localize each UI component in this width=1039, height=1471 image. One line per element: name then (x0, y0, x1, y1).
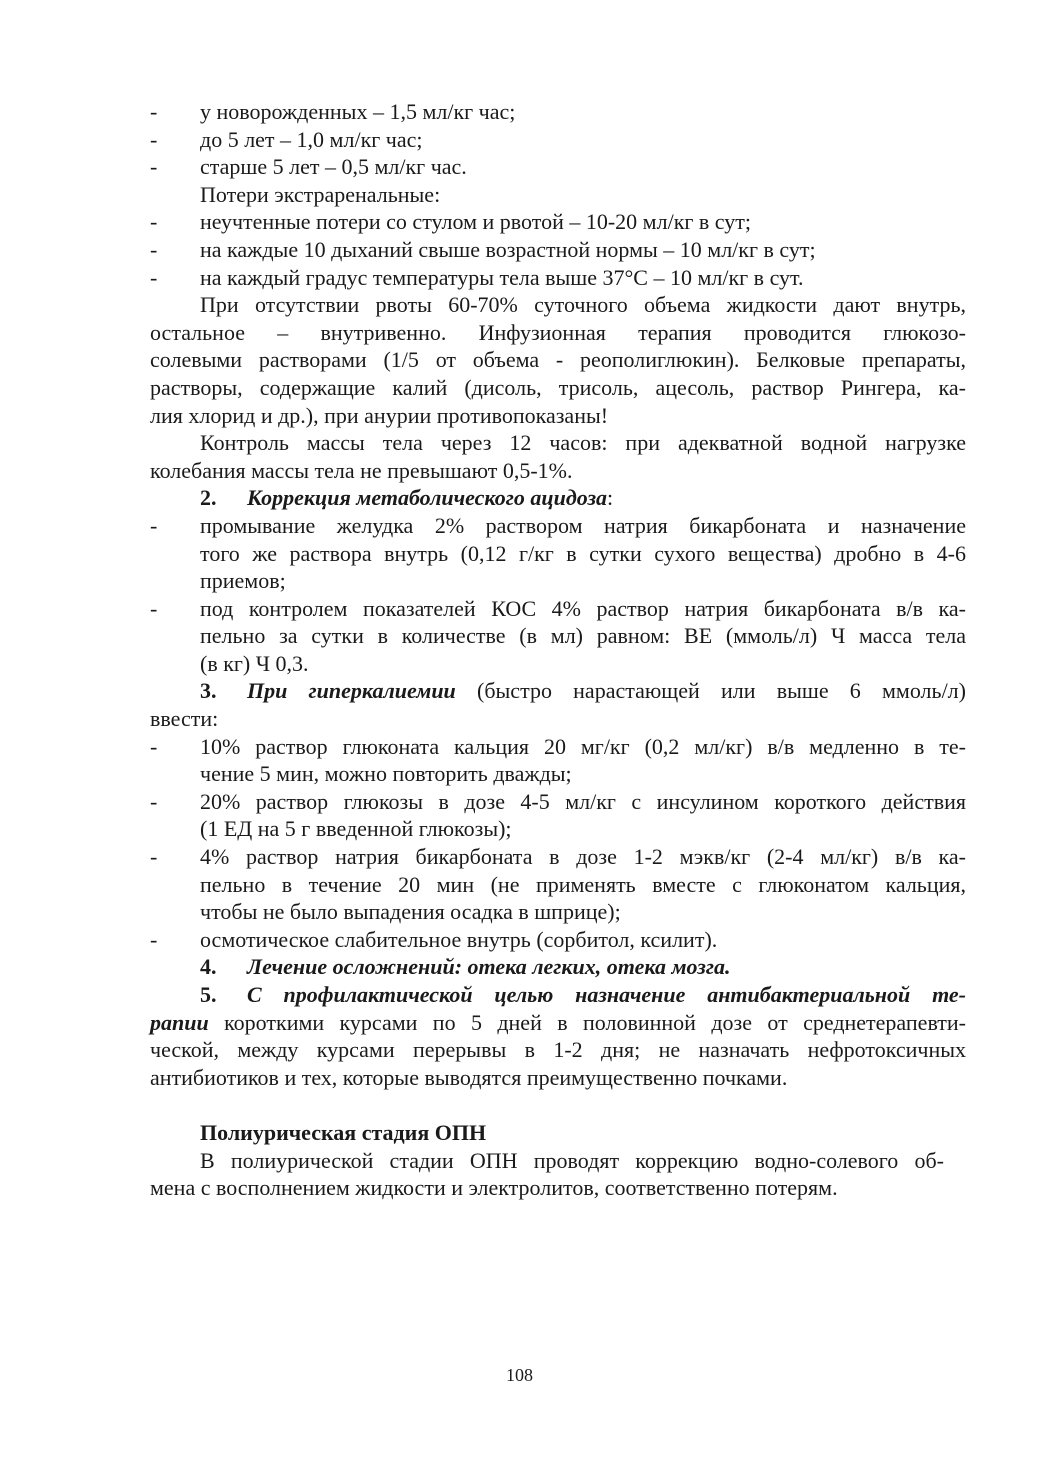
bullet-dash: - (150, 926, 158, 952)
bullet-dash: - (150, 236, 158, 262)
subsection-title: Полиурическая стадия ОПН (200, 1119, 487, 1145)
paragraph-line: лия хлорид и др.), при анурии противопоказаны! (150, 402, 609, 428)
list-item-cont: чтобы не было выпадения осадка в шприце); (200, 899, 621, 925)
paragraph-line: ческой, между курсами перерывы в 1-2 дня; не назначать нефротоксичных (150, 1037, 966, 1063)
list-item: - промывание желудка 2% раствором натрия бикарбоната и назначение (150, 512, 966, 538)
paragraph-line: остальное – внутривенно. Инфузионная терапия проводится глюкозо- (150, 319, 966, 345)
list-item: - осмотическое слабительное внутрь (сорбитол, ксилит). (150, 926, 718, 952)
list-item: - 10% раствор глюконата кальция 20 мг/кг (0,2 мл/кг) в/в медленно в те- (150, 733, 966, 759)
section-heading: 3. При гиперкалиемии (быстро нарастающей или выше 6 ммоль/л) (200, 678, 966, 704)
list-item-cont: приемов; (200, 568, 286, 594)
bullet-dash: - (150, 733, 158, 759)
extrarenal-heading: Потери экстраренальные: (200, 181, 441, 207)
list-item-text: на каждые 10 дыханий свыше возрастной нормы – 10 мл/кг в сут; (200, 236, 816, 262)
paragraph-line: антибиотиков и тех, которые выводятся преимущественно почками. (150, 1064, 788, 1090)
section-heading (150, 981, 966, 1009)
bullet-dash: - (150, 595, 158, 621)
bullet-dash: - (150, 126, 158, 152)
bullet-dash: - (150, 844, 158, 870)
bullet-dash: - (150, 512, 158, 538)
list-item-text: до 5 лет – 1,0 мл/кг час; (200, 126, 423, 152)
bullet-dash: - (150, 264, 158, 290)
section-number: 3. (200, 678, 217, 704)
section-title-cont: рапии (150, 1009, 209, 1035)
list-item-cont: (в кг) Ч 0,3. (200, 650, 309, 676)
paragraph-line: Контроль массы тела через 12 часов: при адекватной водной нагрузке (200, 430, 966, 456)
section-number: 4. (200, 954, 217, 980)
list-item-cont: пельно за сутки в количестве (в мл) равном: ВЕ (ммоль/л) Ч масса тела (200, 623, 966, 649)
list-item-text: старше 5 лет – 0,5 мл/кг час. (200, 154, 467, 180)
section-number: 5. (200, 982, 217, 1007)
list-item (150, 153, 966, 181)
section-title: С профилактической целью назначение антибактериальной те- (247, 982, 966, 1007)
list-item-cont: пельно в течение 20 мин (не применять вместе с глюконатом кальция, (200, 871, 966, 897)
section-title: При гиперкалиемии (247, 678, 456, 704)
list-item (150, 126, 966, 154)
list-item: - под контролем показателей КОС 4% раствор натрия бикарбоната в/в ка- (150, 595, 966, 621)
section-title: Коррекция метаболического ацидоза (247, 485, 608, 511)
list-item (150, 264, 966, 292)
list-item-cont: чение 5 мин, можно повторить дважды; (200, 761, 572, 787)
list-item-cont: (1 ЕД на 5 г введенной глюкозы); (200, 816, 512, 842)
section-title: Лечение осложнений: отека легких, отека мозга. (247, 954, 731, 980)
bullet-dash: - (150, 99, 158, 124)
page-content (150, 98, 966, 1202)
list-item: - 20% раствор глюкозы в дозе 4-5 мл/кг с инсулином короткого действия (150, 788, 966, 814)
list-item (150, 98, 966, 126)
list-item: - 4% раствор натрия бикарбоната в дозе 1-2 мэкв/кг (2-4 мл/кг) в/в ка- (150, 844, 966, 870)
paragraph-line: При отсутствии рвоты 60-70% суточного объема жидкости дают внутрь, (200, 292, 966, 318)
paragraph-line: растворы, содержащие калий (дисоль, трисоль, ацесоль, раствор Рингера, ка- (150, 374, 966, 400)
bullet-dash: - (150, 788, 158, 814)
paragraph-line: рапии короткими курсами по 5 дней в половинной дозе от среднетерапевти- (150, 1009, 966, 1035)
section-number: 2. (200, 485, 217, 511)
paragraph-line: В полиурической стадии ОПН проводят коррекцию водно-солевого об- (200, 1147, 944, 1173)
section-heading (150, 953, 966, 981)
paragraph-line: колебания массы тела не превышают 0,5-1%. (150, 457, 573, 483)
list-item-text: у новорожденных – 1,5 мл/кг час; (200, 99, 516, 124)
list-item-cont: того же раствора внутрь (0,12 г/кг в сутки сухого вещества) дробно в 4-6 (200, 540, 966, 566)
list-item (150, 236, 966, 264)
list-item-text: на каждый градус температуры тела выше 37°С – 10 мл/кг в сут. (200, 264, 804, 290)
list-item-text: неучтенные потери со стулом и рвотой – 10-20 мл/кг в сут; (200, 209, 751, 235)
paragraph-line: солевыми растворами (1/5 от объема - реополиглюкин). Белковые препараты, (150, 347, 966, 373)
paragraph-line: ввести: (150, 706, 219, 732)
section-heading: 2. Коррекция метаболического ацидоза: (200, 485, 614, 511)
list-item (150, 208, 966, 236)
paragraph-line: мена с восполнением жидкости и электролитов, соответственно потерям. (150, 1175, 838, 1201)
bullet-dash: - (150, 209, 158, 235)
page-number: 108 (506, 1365, 533, 1385)
bullet-dash: - (150, 154, 158, 180)
